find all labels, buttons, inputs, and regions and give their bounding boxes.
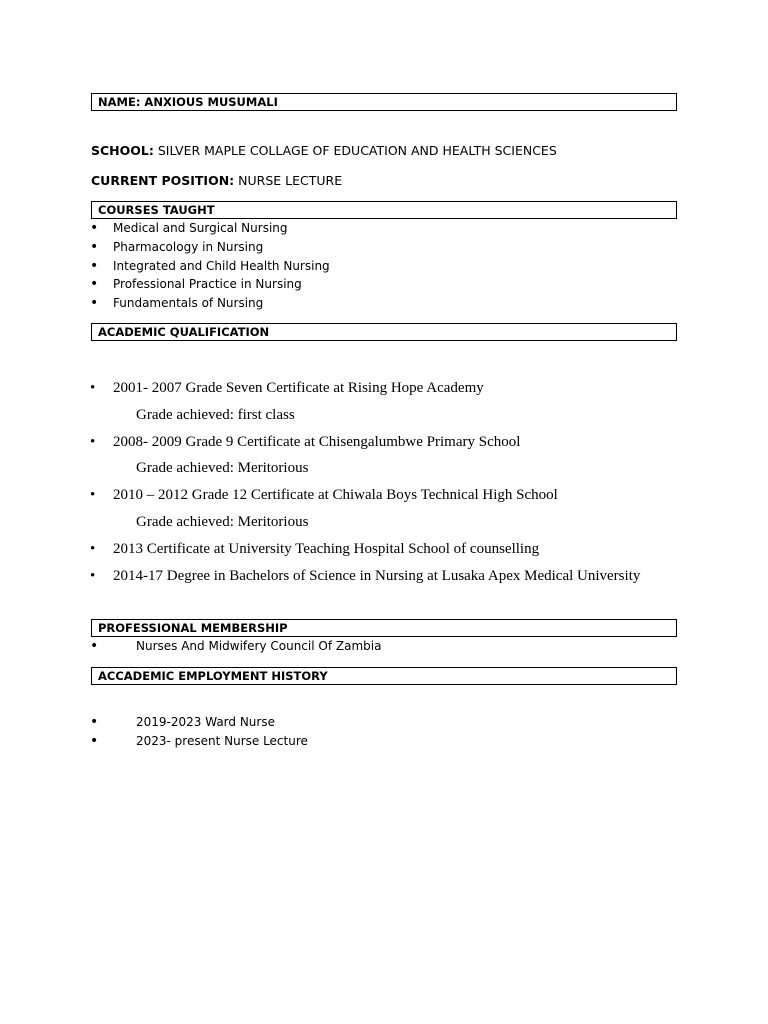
courses-list [91,219,330,313]
grade-line: Grade achieved: Meritorious [136,460,309,477]
bullet-icon: • [90,257,99,274]
bullet-icon: • [90,732,99,749]
list-item: • Nurses And Midwifery Council Of Zambia [90,638,382,654]
bullet-icon: • [90,714,99,730]
list-item: • Medical and Surgical Nursing [90,220,288,236]
academic-list [91,376,640,590]
employment-list [91,713,308,751]
position-line [91,173,342,189]
list-item: • 2023- present Nurse Lecture [90,732,308,749]
academic-heading: ACADEMIC QUALIFICATION [91,323,677,341]
name-header: NAME: ANXIOUS MUSUMALI [91,93,677,111]
school-line [91,143,557,159]
school-value: SILVER MAPLE COLLAGE OF EDUCATION AND HEALTH SCIENCES [153,143,557,158]
employment-heading: ACCADEMIC EMPLOYMENT HISTORY [91,667,677,685]
list-item: • 2010 – 2012 Grade 12 Certificate at Chiwala Boys Technical High School [91,483,640,510]
list-item: • 2019-2023 Ward Nurse [90,714,275,730]
membership-list [91,637,381,656]
bullet-icon: • [90,276,99,293]
bullet-icon: • [90,567,96,584]
list-item: • 2001- 2007 Grade Seven Certificate at Rising Hope Academy [91,376,640,403]
bullet-icon: • [90,487,96,504]
list-item: • Pharmacology in Nursing [90,238,264,255]
list-item: • 2008- 2009 Grade 9 Certificate at Chisengalumbwe Primary School [91,430,640,457]
courses-heading: COURSES TAUGHT [91,201,677,219]
list-item: • Professional Practice in Nursing [90,276,302,293]
list-item: • 2014-17 Degree in Bachelors of Science in Nursing at Lusaka Apex Medical University [91,564,640,591]
grade-line: Grade achieved: Meritorious [136,513,309,530]
list-item: • Integrated and Child Health Nursing [90,257,330,274]
position-value: NURSE LECTURE [234,173,343,188]
bullet-icon: • [90,433,96,450]
bullet-icon: • [90,220,99,236]
bullet-icon: • [90,295,99,312]
school-label: SCHOOL: [91,143,154,158]
bullet-icon: • [90,540,96,557]
grade-line: Grade achieved: first class [136,406,295,423]
list-item: • 2013 Certificate at University Teaching Hospital School of counselling [91,537,640,564]
bullet-icon: • [90,380,96,396]
bullet-icon: • [90,638,99,654]
bullet-icon: • [90,238,99,255]
membership-heading: PROFESSIONAL MEMBERSHIP [91,619,677,637]
position-label: CURRENT POSITION: [91,173,235,188]
list-item: • Fundamentals of Nursing [90,295,264,312]
